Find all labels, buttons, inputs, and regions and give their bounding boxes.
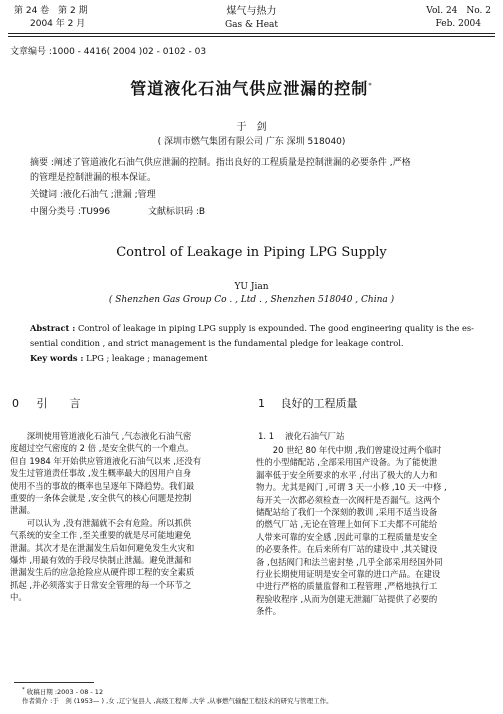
title-zh-text: 管道液化石油气供应泄漏的控制 <box>130 79 369 98</box>
section-0-title: 引 言 <box>36 397 81 410</box>
header-journal-en: Gas & Heat <box>224 20 279 30</box>
text-line: 泄漏发生后的应急抢险应从硬件即工程的安全素质 <box>10 567 195 578</box>
abstract-en-line-2: sential condition , and strict management is the fundamental pledge for leakage control. <box>30 338 404 348</box>
header-volume-en: Vol. 24 No. 2 <box>426 6 491 16</box>
keywords-zh: 关键词 :液化石油气 ;泄漏 ;管理 <box>30 190 156 200</box>
text-line: 物力。尤其是阀门 ,可谓 3 天一小修 ,10 天一中修 , <box>256 482 447 493</box>
footnote-rule <box>14 682 94 683</box>
document-code: 文献标识码 :B <box>148 207 206 217</box>
section-1-number: 1 <box>258 397 265 410</box>
text-line: 气系统的安全工作 ,至关重要的就是尽可能地避免 <box>10 530 192 541</box>
text-line: 但自 1984 年开始供应管道液化石油气以来 ,还没有 <box>10 455 202 466</box>
keywords-en-label: Key words : <box>30 353 84 363</box>
affiliation-zh: ( 深圳市燃气集团有限公司 广东 深圳 518040) <box>157 137 346 147</box>
text-line: 爆炸 ,用最有效的手段尽快制止泄漏。避免泄漏和 <box>10 555 192 566</box>
subsection-1-1-heading <box>258 430 344 442</box>
author-en: YU Jian <box>234 282 269 292</box>
text-line: 泄漏。其次才是在泄漏发生后如何避免发生火灾和 <box>10 542 195 553</box>
abstract-en-label: Abstract : <box>30 323 76 333</box>
text-line: 条件。 <box>256 606 282 617</box>
text-line: 抓起 ,并必须落实于日常安全管理的每一个环节之 <box>10 579 192 590</box>
title-en: Control of Leakage in Piping LPG Supply <box>116 245 387 260</box>
text-line: 中。 <box>10 592 27 603</box>
section-1-title: 良好的工程质量 <box>280 397 358 410</box>
text-line: 程验收程序 ,从而为创建无泄漏厂站提供了必要的 <box>256 593 438 604</box>
paragraph-2 <box>10 517 242 604</box>
header-rule-bottom <box>8 36 495 37</box>
footnote-mark: * <box>22 687 25 693</box>
text-line: 度超过空气密度的 2 倍 ,是安全供气的一个难点。 <box>10 443 194 454</box>
subsection-1-1-title: 液化石油气厂站 <box>284 432 345 442</box>
text-line: 深圳使用管道液化石油气 ,气态液化石油气密 <box>26 431 192 441</box>
affiliation-en: ( Shenzhen Gas Group Co . , Ltd . , Shenzhen 518040 , China ) <box>108 295 395 305</box>
text-line: 20 世纪 80 年代中期 ,我们曾建设过两个临时 <box>272 445 442 455</box>
abstract-en <box>30 322 480 364</box>
text-line: 可以认为 ,没有泄漏就不会有危险。所以抓供 <box>26 517 192 528</box>
text-line: 泄漏。 <box>10 505 36 516</box>
text-line: 人带来可靠的安全感 ,因此可靠的工程质量是安全 <box>256 531 438 542</box>
text-line: 每开关一次都必须检查一次阀杆是否漏气。这两个 <box>256 494 441 505</box>
text-line: 行业长期使用证明是安全可靠的进口产品。在建设 <box>256 569 441 580</box>
abstract-zh-line-2: 的管理是控制泄漏的根本保证。 <box>30 173 157 183</box>
text-line: 储配站给了我们一个深刻的教训 ,采用不适当设备 <box>256 507 438 518</box>
text-line: 的必要条件。在后来所有厂站的建设中 ,其关键设 <box>256 544 438 555</box>
article-number: 文章编号 :1000 - 4416( 2004 )02 - 0102 - 03 <box>10 47 207 57</box>
title-zh <box>0 76 503 99</box>
author-zh: 于 剑 <box>236 122 267 133</box>
section-0-heading <box>12 395 81 411</box>
section-0-number: 0 <box>12 397 19 410</box>
text-line: 性的小型储配站 ,全部采用国产设备。为了能使泄 <box>256 457 438 468</box>
header-volume-zh: 第 24 卷 第 2 期 <box>14 6 88 16</box>
abstract-en-line-1: Control of leakage in piping LPG supply is expounded. The good engineering quality is the es- <box>77 323 474 333</box>
abstract-zh-line-1: 摘要 :阐述了管道液化石油气供应泄漏的控制。指出良好的工程质量是控制泄漏的必要条件 ,严格 <box>30 158 411 168</box>
right-column-body <box>256 444 492 618</box>
section-1-heading <box>258 395 358 411</box>
header-date-zh: 2004 年 2 月 <box>30 19 86 29</box>
text-line: 中进行严格的质量监督和工程管理 ,严格地执行工 <box>256 581 438 592</box>
keywords-en: LPG ; leakage ; management <box>86 353 208 363</box>
footnote-author-bio: 作者简介 :于 剑 (1953— ) ,女 ,辽宁复县人 ,高级工程师 ,大学 ,从事燃气输配工程技术的研究与管理工作。 <box>22 697 333 706</box>
abstract-zh <box>30 157 480 184</box>
text-line: 的燃气厂站 ,无论在管理上如何下工夫都不可能给 <box>256 519 438 530</box>
text-line: 重要的一条体会就是 ,安全供气的核心问题是控制 <box>10 493 192 504</box>
text-line: 漏率低于安全所要求的水平 ,付出了极大的人力和 <box>256 469 438 480</box>
clc-number: 中图分类号 :TU996 <box>30 207 111 217</box>
text-line: 使用不当的事故的概率也呈逐年下降趋势。我们最 <box>10 480 195 491</box>
header-journal-zh: 煤气与热力 <box>226 6 277 17</box>
header-date-en: Feb. 2004 <box>435 19 481 29</box>
header-rule-top <box>8 33 495 34</box>
left-column-body <box>10 430 242 604</box>
text-line: 发生过管道责任事故 ,发生概率最大的因用户自身 <box>10 468 192 479</box>
footnote <box>22 686 333 706</box>
subsection-1-1-number: 1. 1 <box>258 432 275 442</box>
text-line: 备 ,包括阀门和法兰密封垫 ,几乎全部采用经国外同 <box>256 556 443 567</box>
title-footnote-mark: * <box>368 81 373 90</box>
paragraph-1 <box>10 430 242 517</box>
footnote-received: 收稿日期 :2003 - 08 - 12 <box>26 688 104 697</box>
